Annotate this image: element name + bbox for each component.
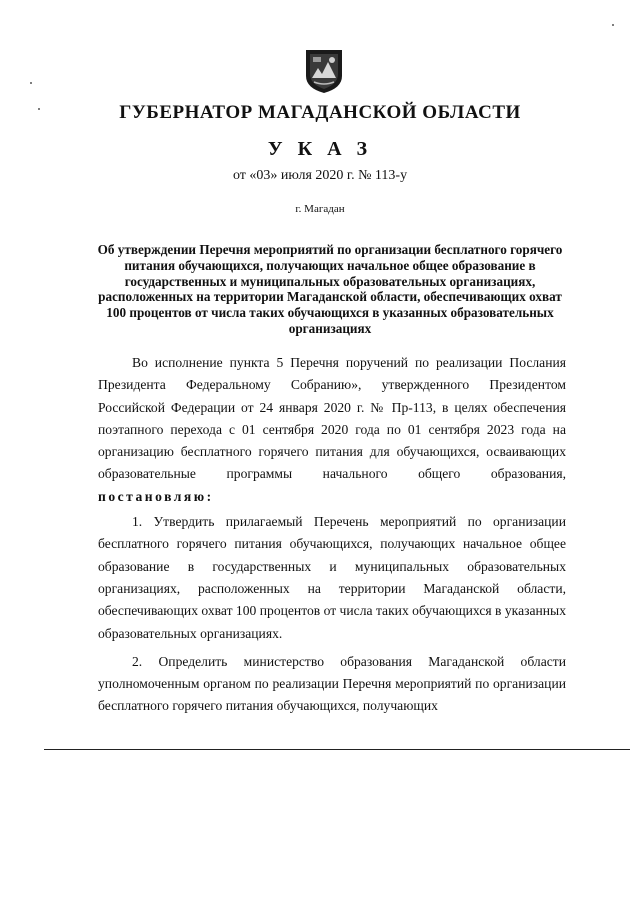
page-divider [44,749,630,750]
preamble-text: Во исполнение пункта 5 Перечня поручений по реализации Послания Президента Федеральному Собранию», утвержденного Президентом Российской Федерации от 24 января 2020 г. № Пр-113, в целях обеспечения поэтапного перехода с 01 сентября 2020 года по 01 сентября 2023 года на организацию бесплатного горячего питания для обучающихся, осваивающих образовательные программы начального общего образования, [98,355,566,482]
decree-date-number: от «03» июля 2020 г. № 113-у [232,168,408,183]
decree-title: Об утверждении Перечня мероприятий по организации бесплатного горячего питания обучающихся, получающих начальное общее образование в государственных и муниципальных образовательных организациях, расположенных на территории Магаданской области, обеспечивающих охват 100 процентов от числа таких обучающихся в указанных образовательных организациях [97,242,563,336]
paragraph-item-1: 1. Утвердить прилагаемый Перечень мероприятий по организации бесплатного горячего питания обучающихся, получающих начальное общее образование в государственных и муниципальных образовательных организациях, расположенных на территории Магаданской области, обеспечивающих охват 100 процентов от числа таких обучающихся в указанных образовательных организациях. [98,514,566,641]
decree-heading: У К А З [267,138,373,160]
decree-city: г. Магадан [295,203,345,215]
decree-body [98,352,566,718]
resolve-word: постановляю: [98,488,214,504]
governor-heading: ГУБЕРНАТОР МАГАДАНСКОЙ ОБЛАСТИ [119,102,521,123]
coat-of-arms-icon [304,48,344,94]
paragraph-item-2: 2. Определить министерство образования Магаданской области уполномоченным органом по реализации Перечня мероприятий по организации бесплатного горячего питания обучающихся, получающих [98,653,566,714]
paragraph-preamble [98,352,566,508]
